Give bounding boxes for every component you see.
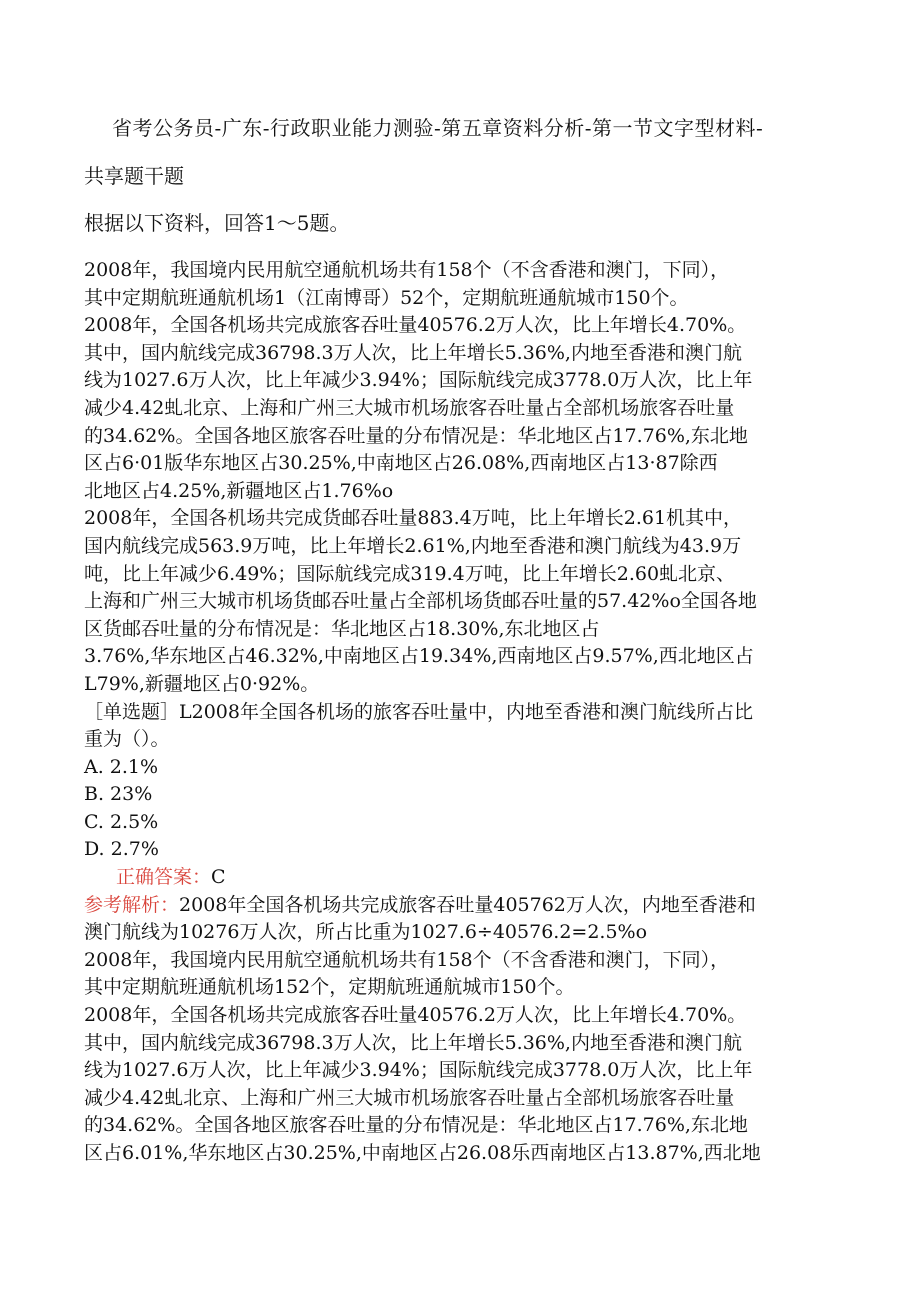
option-a: A. 2.1% <box>84 755 159 778</box>
question-stem-continued: 重为（）。 <box>84 728 170 751</box>
document-title-line-1: 省考公务员-广东-行政职业能力测验-第五章资料分析-第一节文字型材料- <box>112 116 764 140</box>
material-line: 2008年，我国境内民用航空通航机场共有158个（不含香港和澳门，下同）， <box>84 259 730 281</box>
material-line: 3.76%,华东地区占46.32%,中南地区占19.34%,西南地区占9.57%,西北地区占 <box>84 645 754 668</box>
analysis-line-1 <box>84 892 844 920</box>
material-line: 线为1027.6万人次，比上年减少3.94%；国际航线完成3778.0万人次，比上年 <box>84 369 753 392</box>
material-line: 减少4.42虬北京、上海和广州三大城市机场旅客吞吐量占全部机场旅客吞吐量 <box>84 396 735 419</box>
question-stem: ［单选题］L2008年全国各机场的旅客吞吐量中，内地至香港和澳门航线所占比 <box>84 700 753 723</box>
material-line: 的34.62%。全国各地区旅客吞吐量的分布情况是：华北地区占17.76%,东北地 <box>84 1114 748 1137</box>
analysis-label: 参考解析： <box>84 893 180 916</box>
material-line: 减少4.42虬北京、上海和广州三大城市机场旅客吞吐量占全部机场旅客吞吐量 <box>84 1086 735 1109</box>
analysis-text: 2008年全国各机场共完成旅客吞吐量405762万人次，内地至香港和 <box>179 893 756 916</box>
material-line: 上海和广州三大城市机场货邮吞吐量占全部机场货邮吞吐量的57.42%o全国各地 <box>84 590 757 613</box>
material-line: 吨，比上年减少6.49%；国际航线完成319.4万吨，比上年增长2.60虬北京、 <box>84 562 736 585</box>
material-line: 线为1027.6万人次，比上年减少3.94%；国际航线完成3778.0万人次，比上年 <box>84 1059 753 1082</box>
material-line: 区占6.01%,华东地区占30.25%,中南地区占26.08乐西南地区占13.87%,西北地 <box>84 1142 761 1164</box>
correct-answer-label: 正确答案： <box>116 866 212 889</box>
intro-instruction: 根据以下资料，回答1～5题。 <box>84 211 350 235</box>
document-body <box>84 257 844 1168</box>
material-line: 其中定期航班通航机场152个，定期航班通航城市150个。 <box>84 976 575 999</box>
material-line: 的34.62%。全国各地区旅客吞吐量的分布情况是：华北地区占17.76%,东北地 <box>84 424 748 447</box>
material-line: 北地区占4.25%,新疆地区占1.76%o <box>84 479 394 502</box>
material-line: 其中定期航班通航机场1（江南博哥）52个，定期航班通航城市150个。 <box>84 286 689 309</box>
option-c: C. 2.5% <box>84 810 159 833</box>
material-line: 区占6·01版华东地区占30.25%,中南地区占26.08%,西南地区占13·87除西 <box>84 452 718 475</box>
material-line: L79%,新疆地区占0·92%。 <box>84 672 320 695</box>
material-line: 国内航线完成563.9万吨，比上年增长2.61%,内地至香港和澳门航线为43.9万 <box>84 534 742 557</box>
option-d: D. 2.7% <box>84 838 159 861</box>
correct-answer-value: C <box>211 866 226 889</box>
material-line: 2008年，全国各机场共完成旅客吞吐量40576.2万人次，比上年增长4.70%。 <box>84 314 747 337</box>
material-line: 区货邮吞吐量的分布情况是：华北地区占18.30%,东北地区占 <box>84 617 600 640</box>
document-title-line-2: 共享题干题 <box>84 164 184 188</box>
material-line: 2008年，全国各机场共完成旅客吞吐量40576.2万人次，比上年增长4.70%。 <box>84 1004 747 1027</box>
material-line: 2008年，全国各机场共完成货邮吞吐量883.4万吨，比上年增长2.61机其中， <box>84 507 743 530</box>
option-b: B. 23% <box>84 783 153 806</box>
material-line: 其中，国内航线完成36798.3万人次，比上年增长5.36%,内地至香港和澳门航 <box>84 341 742 364</box>
analysis-line-2: 澳门航线为10276万人次，所占比重为1027.6÷40576.2=2.5%o <box>84 921 648 944</box>
material-line: 2008年，我国境内民用航空通航机场共有158个（不含香港和澳门，下同）， <box>84 948 730 971</box>
material-line: 其中，国内航线完成36798.3万人次，比上年增长5.36%,内地至香港和澳门航 <box>84 1031 742 1054</box>
correct-answer <box>84 864 844 892</box>
